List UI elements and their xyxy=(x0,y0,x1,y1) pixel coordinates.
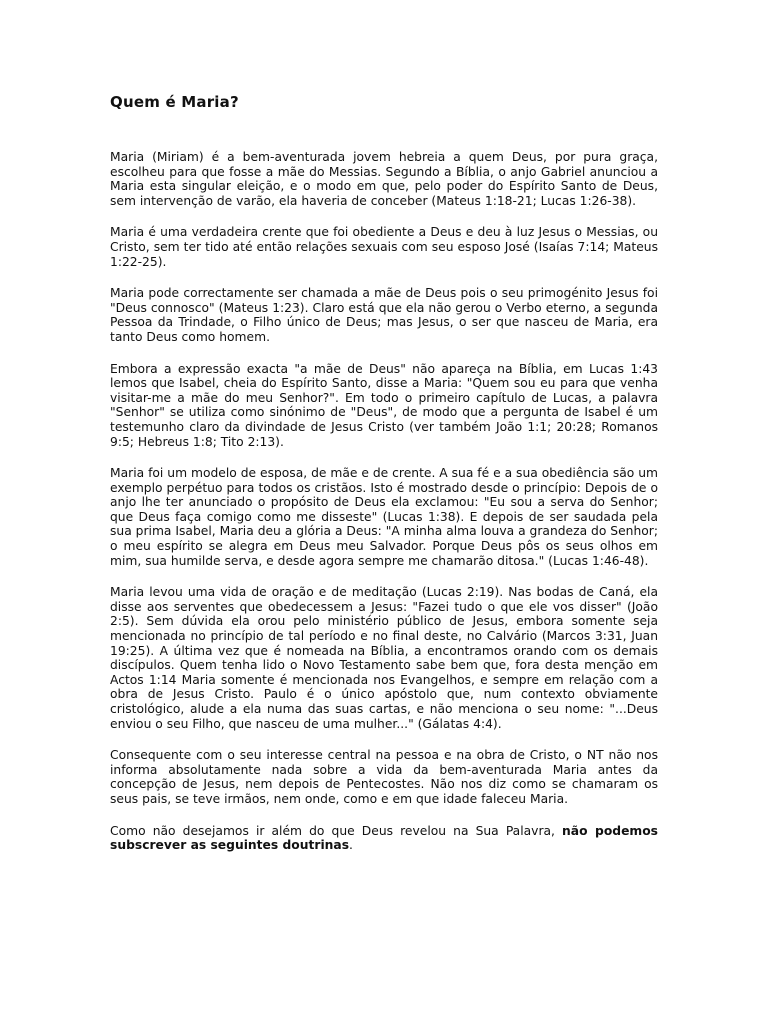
paragraph-6: Maria levou uma vida de oração e de meditação (Lucas 2:19). Nas bodas de Caná, ela disse aos serventes que obedecessem a Jesus: "Fazei tudo o que ele vos disser" (João 2:5). Sem dúvida ela orou pelo ministério público de Jesus, embora somente seja mencionada no princípio de tal período e no final deste, no Calvário (Marcos 3:31, Juan 19:25). A última vez que é nomeada na Bíblia, a encontramos orando com os demais discípulos. Quem tenha lido o Novo Testamento sabe bem que, fora desta menção em Actos 1:14 Maria somente é mencionada nos Evangelhos, e sempre em relação com a obra de Jesus Cristo. Paulo é o único apóstolo que, num contexto obviamente cristológico, alude a ela numa das suas cartas, e não menciona o seu nome: "...Deus enviou o seu Filho, que nasceu de uma mulher..." (Gálatas 4:4). xyxy=(110,585,658,731)
paragraph-2: Maria é uma verdadeira crente que foi obediente a Deus e deu à luz Jesus o Messias, ou Cristo, sem ter tido até então relações sexuais com seu esposo José (Isaías 7:14; Mateus 1:22-25). xyxy=(110,225,658,269)
closing-paragraph xyxy=(110,824,658,853)
paragraph-5: Maria foi um modelo de esposa, de mãe e de crente. A sua fé e a sua obediência são um exemplo perpétuo para todos os cristãos. Isto é mostrado desde o princípio: Depois de o anjo lhe ter anunciado o propósito de Deus ela exclamou: "Eu sou a serva do Senhor; que Deus faça comigo como me disseste" (Lucas 1:38). E depois de ser saudada pela sua prima Isabel, Maria deu a glória a Deus: "A minha alma louva a grandeza do Senhor; o meu espírito se alegra em Deus meu Salvador. Porque Deus pôs os seus olhos em mim, sua humilde serva, e desde agora sempre me chamarão ditosa." (Lucas 1:46-48). xyxy=(110,466,658,568)
closing-bold-text: não podemos subscrever as seguintes doutrinas xyxy=(110,823,658,853)
paragraph-3: Maria pode correctamente ser chamada a mãe de Deus pois o seu primogénito Jesus foi "Deus connosco" (Mateus 1:23). Claro está que ela não gerou o Verbo eterno, a segunda Pessoa da Trindade, o Filho único de Deus; mas Jesus, o ser que nasceu de Maria, era tanto Deus como homem. xyxy=(110,286,658,344)
paragraph-4: Embora a expressão exacta "a mãe de Deus" não apareça na Bíblia, em Lucas 1:43 lemos que Isabel, cheia do Espírito Santo, disse a Maria: "Quem sou eu para que venha visitar-me a mãe do meu Senhor?". Em todo o primeiro capítulo de Lucas, a palavra "Senhor" se utiliza como sinónimo de "Deus", de modo que a pergunta de Isabel é um testemunho claro da divindade de Jesus Cristo (ver também João 1:1; 20:28; Romanos 9:5; Hebreus 1:8; Tito 2:13). xyxy=(110,361,658,449)
paragraph-1: Maria (Miriam) é a bem-aventurada jovem hebreia a quem Deus, por pura graça, escolheu para que fosse a mãe do Messias. Segundo a Bíblia, o anjo Gabriel anunciou a Maria esta singular eleição, e o modo em que, pelo poder do Espírito Santo de Deus, sem intervenção de varão, ela haveria de conceber (Mateus 1:18-21; Lucas 1:26-38). xyxy=(110,150,658,208)
paragraph-7: Consequente com o seu interesse central na pessoa e na obra de Cristo, o NT não nos informa absolutamente nada sobre a vida da bem-aventurada Maria antes da concepção de Jesus, nem depois de Pentecostes. Não nos diz como se chamaram os seus pais, se teve irmãos, nem onde, como e em que idade faleceu Maria. xyxy=(110,748,658,806)
closing-end: . xyxy=(349,838,353,853)
closing-text: Como não desejamos ir além do que Deus revelou na Sua Palavra, xyxy=(110,823,563,838)
document-body xyxy=(110,150,658,853)
page-title: Quem é Maria? xyxy=(110,93,239,111)
